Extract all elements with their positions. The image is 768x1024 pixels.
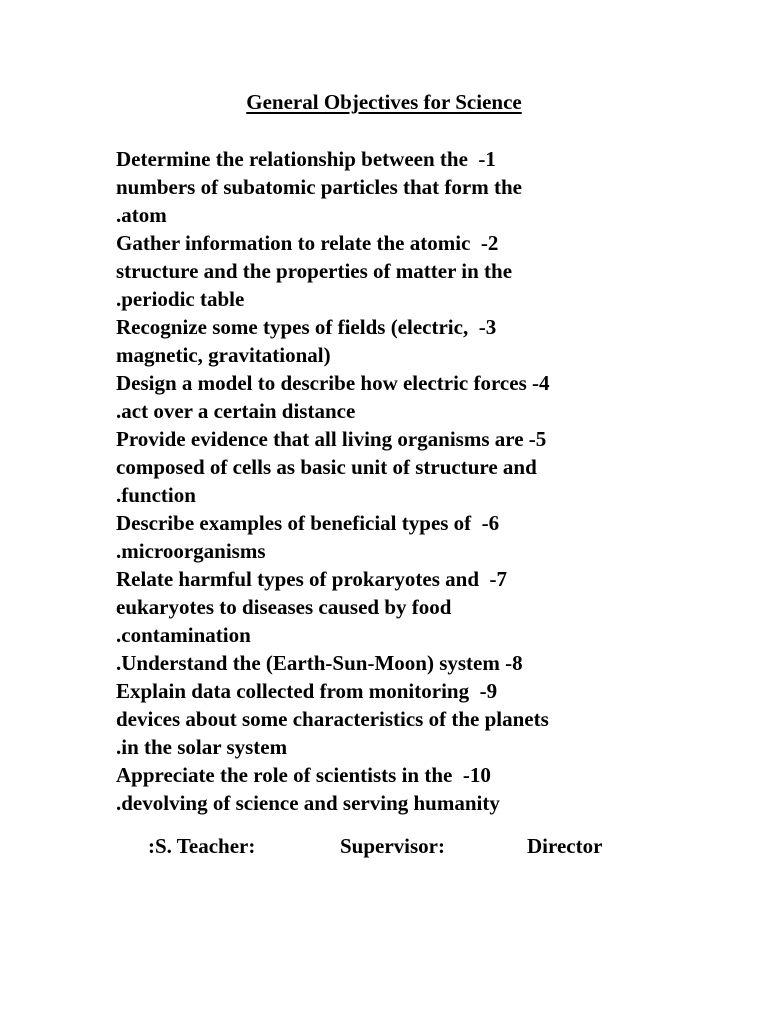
objective-line: Recognize some types of fields (electric, -3 bbox=[116, 315, 497, 339]
objective-line: Relate harmful types of prokaryotes and -7 bbox=[116, 567, 508, 591]
objective-line: Explain data collected from monitoring -9 bbox=[116, 679, 498, 703]
teacher-signature-label: :S. Teacher: bbox=[148, 834, 256, 858]
objective-line: .periodic table bbox=[116, 287, 245, 311]
objective-line: composed of cells as basic unit of structure and bbox=[116, 455, 537, 479]
document-title bbox=[0, 88, 768, 116]
objectives-list bbox=[116, 145, 656, 817]
supervisor-signature-label: Supervisor: bbox=[340, 834, 445, 858]
objective-line: structure and the properties of matter in the bbox=[116, 259, 513, 283]
document-title-text: General Objectives for Science bbox=[246, 90, 522, 114]
objective-line: Design a model to describe how electric forces -4 bbox=[116, 371, 550, 395]
objective-line: .microorganisms bbox=[116, 539, 266, 563]
objective-line: .Understand the (Earth-Sun-Moon) system -8 bbox=[116, 651, 523, 675]
objective-line: Gather information to relate the atomic -2 bbox=[116, 231, 499, 255]
objective-line: Describe examples of beneficial types of -6 bbox=[116, 511, 500, 535]
objective-line: .act over a certain distance bbox=[116, 399, 356, 423]
director-signature-label: Director bbox=[527, 834, 603, 858]
objective-line: Provide evidence that all living organisms are -5 bbox=[116, 427, 547, 451]
objective-line: devices about some characteristics of the planets bbox=[116, 707, 549, 731]
objective-line: .function bbox=[116, 483, 196, 507]
objective-line: .atom bbox=[116, 203, 167, 227]
objective-line: .devolving of science and serving humanity bbox=[116, 791, 500, 815]
objective-line: magnetic, gravitational) bbox=[116, 343, 331, 367]
objective-line: .in the solar system bbox=[116, 735, 288, 759]
objective-line: Determine the relationship between the -1 bbox=[116, 147, 496, 171]
objective-line: numbers of subatomic particles that form the bbox=[116, 175, 522, 199]
objective-line: .contamination bbox=[116, 623, 251, 647]
objective-line: Appreciate the role of scientists in the -10 bbox=[116, 763, 491, 787]
objective-line: eukaryotes to diseases caused by food bbox=[116, 595, 452, 619]
signature-row bbox=[0, 832, 768, 862]
